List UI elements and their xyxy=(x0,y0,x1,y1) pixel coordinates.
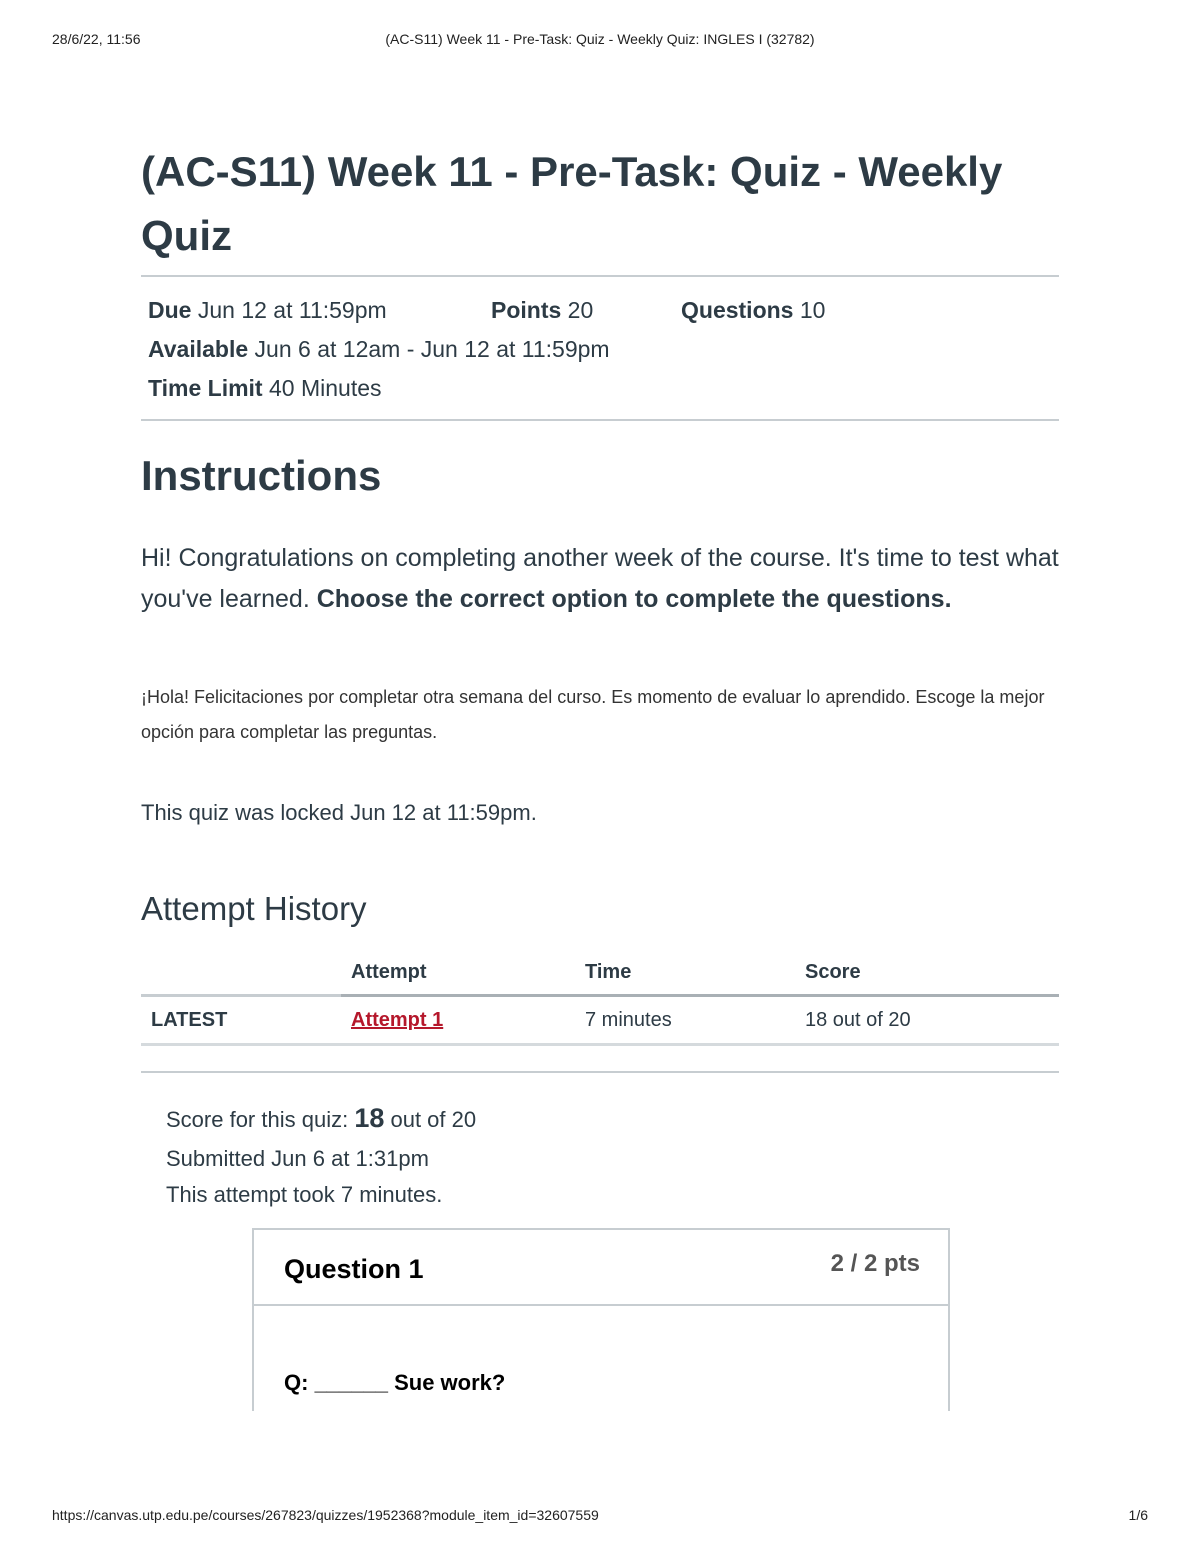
attempt-history-heading: Attempt History xyxy=(141,890,367,927)
col-header-score: Score xyxy=(795,950,1059,996)
question-title: Question 1 xyxy=(284,1254,424,1284)
col-header-attempt: Attempt xyxy=(341,950,575,996)
print-page-number: 1/6 xyxy=(1128,1507,1148,1523)
attempt-link[interactable]: Attempt 1 xyxy=(351,1008,444,1031)
latest-label: LATEST xyxy=(141,996,341,1045)
duration-text: This attempt took 7 minutes. xyxy=(166,1182,443,1207)
points-value: 20 xyxy=(567,297,594,323)
divider xyxy=(141,275,1059,277)
intro-text: Hi! Congratulations on completing another week of the course. It's time to test what you've learned. xyxy=(141,544,1059,613)
page-break xyxy=(0,1411,1200,1501)
divider xyxy=(141,419,1059,421)
instructions-heading: Instructions xyxy=(141,452,382,499)
attempt-score: 18 out of 20 xyxy=(795,996,1059,1045)
attempt-time: 7 minutes xyxy=(575,996,795,1045)
question-card xyxy=(252,1228,950,1430)
col-header xyxy=(141,950,341,996)
print-url: https://canvas.utp.edu.pe/courses/267823/quizzes/1952368?module_item_id=32607559 xyxy=(52,1507,599,1523)
attempt-history-table xyxy=(141,950,1059,1046)
prompt-prefix: Q: xyxy=(284,1370,315,1395)
available-label: Available xyxy=(148,336,249,362)
due-value: Jun 12 at 11:59pm xyxy=(197,297,387,323)
points-label: Points xyxy=(491,297,562,323)
submitted-text: Submitted Jun 6 at 1:31pm xyxy=(166,1146,429,1171)
divider xyxy=(141,1071,1059,1073)
score-total: out of 20 xyxy=(384,1107,477,1132)
question-header xyxy=(254,1230,948,1306)
page-title: (AC-S11) Week 11 - Pre-Task: Quiz - Weekly Quiz xyxy=(141,148,1003,259)
due-label: Due xyxy=(148,297,192,323)
score-label: Score for this quiz: xyxy=(166,1107,355,1132)
score-summary xyxy=(166,1100,476,1138)
intro-bold-text: Choose the correct option to complete the questions. xyxy=(316,585,952,613)
question-prompt xyxy=(284,1370,505,1396)
available-value: Jun 6 at 12am - Jun 12 at 11:59pm xyxy=(254,336,610,362)
questions-value: 10 xyxy=(799,297,826,323)
time-limit-label: Time Limit xyxy=(148,375,263,401)
time-limit-value: 40 Minutes xyxy=(269,375,382,401)
locked-notice: This quiz was locked Jun 12 at 11:59pm. xyxy=(141,800,537,825)
instructions-spanish: ¡Hola! Felicitaciones por completar otra semana del curso. Es momento de evaluar lo aprendido. Escoge la mejor opción para completar las preguntas. xyxy=(141,687,1045,742)
instructions-intro xyxy=(141,538,1059,620)
prompt-blank: ______ xyxy=(314,1370,388,1395)
prompt-text: Sue work? xyxy=(387,1370,506,1395)
print-title: (AC-S11) Week 11 - Pre-Task: Quiz - Weekly Quiz: INGLES I (32782) xyxy=(385,31,815,47)
print-datetime: 28/6/22, 11:56 xyxy=(52,31,141,47)
table-row xyxy=(141,996,1059,1045)
questions-label: Questions xyxy=(681,297,794,323)
question-points: 2 / 2 pts xyxy=(830,1250,920,1277)
quiz-details xyxy=(141,291,1066,408)
col-header-time: Time xyxy=(575,950,795,996)
score-value: 18 xyxy=(354,1103,385,1133)
